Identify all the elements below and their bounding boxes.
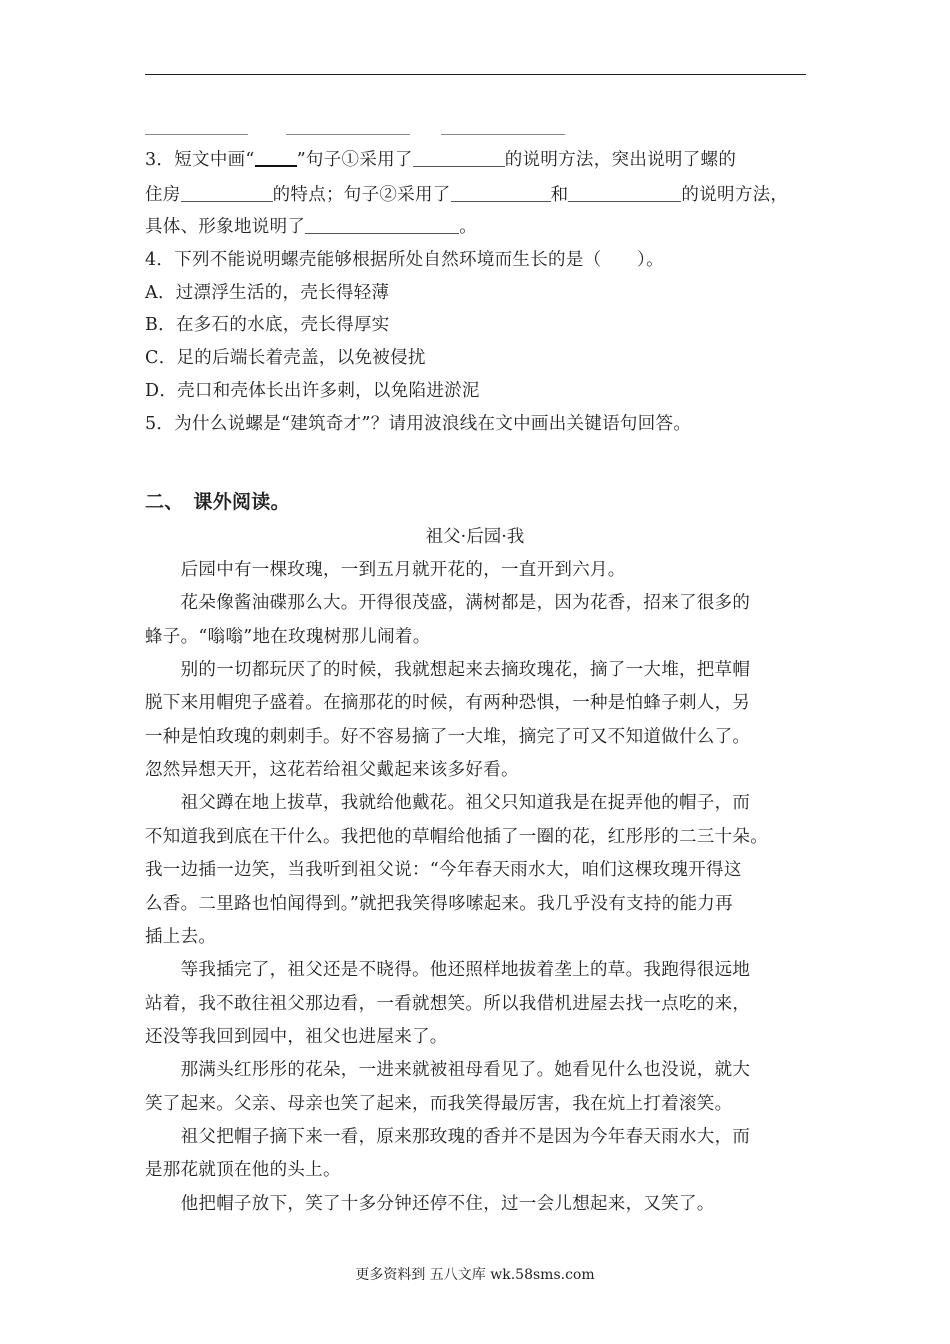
passage-line: 站着，我不敢往祖父那边看，一看就想笑。所以我借机进屋去找一点吃的来， [145,993,751,1014]
question-3-line-3 [145,216,477,238]
passage-line: 插上去。 [145,926,217,947]
option-a[interactable]: A．过漂浮生活的，壳长得轻薄 [145,283,390,303]
question-3-line-1 [145,149,736,171]
passage-line: 忽然异想天开，这花若给祖父戴起来该多好看。 [145,760,519,781]
passage-line: 是那花就顶在他的头上。 [145,1160,341,1181]
answer-blank[interactable] [413,150,505,167]
passage-line: 花朵像酱油碟那么大。开得很茂盛，满树都是，因为花香，招来了很多的 [145,593,751,614]
answer-blank[interactable] [451,185,551,202]
answer-blanks-row [145,120,806,136]
text: ”句子①采用了 [296,150,413,170]
passage-line: 祖父把帽子摘下来一看，原来那玫瑰的香并不是因为今年春天雨水大，而 [145,1126,751,1147]
passage-line: 那满头红彤彤的花朵，一进来就被祖母看见了。她看见什么也没说，就大 [145,1060,751,1081]
section-heading: 二、 课外阅读。 [145,491,290,513]
passage-line: 祖父蹲在地上拔草，我就给他戴花。祖父只知道我是在捉弄他的帽子，而 [145,793,751,814]
footer-text: 更多资料到 五八文库 wk.58sms.com [355,1267,595,1283]
text: 住房 [145,185,181,205]
text: 具体、形象地说明了 [145,217,306,237]
passage-line: 我一边插一边笑，当我听到祖父说：“今年春天雨水大，咱们这棵玫瑰开得这 [145,860,742,881]
passage-title: 祖父·后园·我 [425,527,525,547]
passage-line: 他把帽子放下，笑了十多分钟还停不住，过一会儿想起来，又笑了。 [145,1193,715,1214]
passage-line: 么香。二里路也怕闻得到。”就把我笑得哆嗦起来。我几乎没有支持的能力再 [145,893,733,914]
passage-line: 还没等我回到园中，祖父也进屋来了。 [145,1026,448,1047]
passage-line: 笑了起来。父亲、母亲也笑了起来，而我笑得最厉害，我在炕上打着滚笑。 [145,1093,733,1114]
option-d[interactable]: D．壳口和壳体长出许多刺，以免陷进淤泥 [145,381,480,401]
text: 的说明方法，突出说明了螺的 [504,150,737,170]
text: 的特点；句子②采用了 [272,185,451,205]
answer-blank[interactable] [181,185,273,202]
header-rule [145,74,806,75]
text: 3．短文中画“ [145,150,255,170]
answer-blank[interactable] [568,185,681,202]
passage-line: 蜂子。“嗡嗡”地在玫瑰树那儿闹着。 [145,626,431,647]
answer-blank[interactable] [255,149,297,167]
question-3-line-2 [145,184,788,206]
option-b[interactable]: B．在多石的水底，壳长得厚实 [145,315,390,335]
answer-blank[interactable] [286,134,410,135]
question-4-stem: 4．下列不能说明螺壳能够根据所处自然环境而生长的是（ ）。 [145,250,664,270]
passage-line: 等我插完了，祖父还是不晓得。他还照样地拔着垄上的草。我跑得很远地 [145,960,751,981]
answer-blank[interactable] [305,217,459,234]
passage-line: 别的一切都玩厌了的时候，我就想起来去摘玫瑰花，摘了一大堆，把草帽 [145,660,751,681]
passage-line: 不知道我到底在干什么。我把他的草帽给他插了一圈的花，红彤彤的二三十朵。 [145,826,768,847]
passage-line: 一种是怕玫瑰的刺刺手。好不容易摘了一大堆，摘完了可又不知道做什么了。 [145,726,751,747]
answer-blank[interactable] [145,134,248,135]
question-5: 5．为什么说螺是“建筑奇才”？请用波浪线在文中画出关键语句回答。 [145,414,692,434]
text: 的说明方法， [681,185,789,205]
text: 。 [459,217,478,237]
text: 和 [550,185,569,205]
passage-line: 脱下来用帽兜子盛着。在摘那花的时候，有两种恐惧，一种是怕蜂子刺人，另 [145,693,751,714]
option-c[interactable]: C．足的后端长着壳盖，以免被侵扰 [145,348,426,368]
passage-line: 后园中有一棵玫瑰，一到五月就开花的，一直开到六月。 [145,560,626,580]
answer-blank[interactable] [441,134,565,135]
